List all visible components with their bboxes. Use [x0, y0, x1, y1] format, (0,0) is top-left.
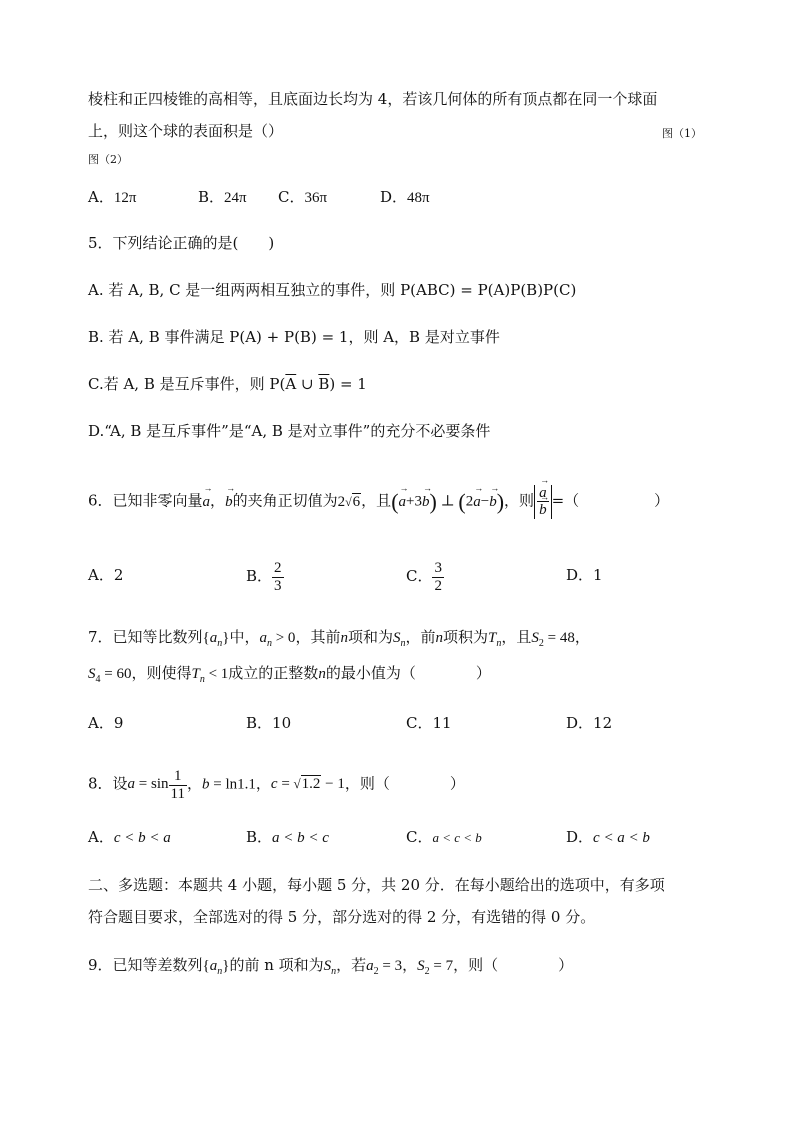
q8-option-d-letter: D． — [566, 828, 594, 846]
q6-option-b-den: 3 — [274, 577, 282, 594]
q7-text-3: ，其前 — [295, 628, 341, 646]
q8-text-3: ，则（ ） — [344, 774, 465, 793]
q9-seq: $\{a_n\}$ — [202, 958, 230, 977]
q6-text-1: 6．已知非零向量 — [88, 491, 203, 510]
q4-option-a — [88, 190, 136, 206]
q6-ratio-den: → b — [537, 502, 549, 519]
question4-stem-line2: 上，则这个球的表面积是（） — [88, 122, 284, 140]
q6-vec-a1: → a — [399, 490, 407, 514]
q7-option-a: A．9 — [88, 714, 124, 732]
q6-perp: ⊥ — [436, 493, 459, 510]
q8-frac-den: 11 — [170, 785, 185, 802]
q7-text-4: 项和为 — [347, 628, 393, 646]
q7-n1: n — [340, 630, 348, 646]
q7-option-d: D．12 — [566, 714, 613, 732]
q6-ratio-num: → a — [537, 485, 549, 503]
q9-text-2: 的前 n 项和为 — [229, 956, 324, 974]
q7-s2: $S_2 = 48$ — [531, 630, 575, 649]
q7-sn: $S_n$ — [392, 630, 406, 649]
q8-option-a-letter: A． — [88, 828, 114, 846]
q6-plus: +3 — [406, 493, 422, 510]
q6-text-4: ，则 — [504, 491, 535, 510]
q7-tn: $T_n$ — [488, 630, 502, 649]
q9-text-4: ，则（ ） — [453, 956, 574, 974]
q4-option-c-value: 36π — [304, 190, 328, 206]
q7-tn-cond: $T_n < 1$ — [191, 666, 229, 685]
q8-frac-num: 1 — [169, 768, 187, 786]
q6-option-c-letter: C． — [406, 567, 433, 585]
q6-vec-a2: → a — [473, 490, 481, 514]
q7-option-b: B．10 — [246, 714, 292, 732]
q7-text-7: ，且 — [501, 628, 532, 646]
q6-option-a: A．2 — [88, 566, 124, 584]
q6-option-c-num: 3 — [434, 560, 442, 576]
q7-text-1: 7．已知等比数列 — [88, 628, 203, 646]
vector-a: → a — [203, 490, 211, 514]
q5-bbar: $\overline{B}$ — [318, 375, 330, 393]
q8-option-d — [566, 830, 650, 846]
q6-paren-open2: ( — [458, 489, 466, 514]
q6-text-5: =（ ） — [551, 491, 670, 510]
q5-option-a: A. 若 A, B, C 是一组两两相互独立的事件，则 P(ABC) = P(A)P(B)P(C) — [88, 281, 577, 299]
q8-text-2: ， — [186, 774, 202, 793]
q7-n3: n — [318, 666, 326, 682]
q8-option-a-expr: c < b < a — [113, 830, 171, 846]
section2-heading-line2: 符合题目要求，全部选对的得 5 分，部分选对的得 2 分，有选错的得 0 分。 — [88, 908, 596, 926]
q9-sn: $S_n$ — [323, 958, 337, 977]
q4-option-c-letter: C． — [278, 188, 305, 206]
q6-text-3: ，且 — [361, 491, 392, 510]
q7-text-6: 项积为 — [442, 628, 488, 646]
q4-option-a-letter: A． — [88, 188, 114, 206]
q6-minus: − — [480, 493, 490, 510]
q4-option-a-value: 12π — [113, 190, 137, 206]
q6-option-b-frac — [272, 560, 284, 594]
q8-option-d-expr: c < a < b — [593, 830, 650, 846]
q4-option-b-letter: B． — [198, 188, 225, 206]
q7-text-2: 中， — [229, 628, 260, 646]
q6-paren-close2: ) — [496, 489, 505, 514]
q6-ratio-frac — [537, 485, 549, 519]
q6-ratio — [534, 485, 552, 519]
section2-heading-line1: 二、多选题：本题共 4 小题，每小题 5 分，共 20 分．在每小题给出的选项中，有多项 — [88, 876, 665, 894]
q7-text-5: ，前 — [405, 628, 436, 646]
q6-vec-b2: → b — [489, 490, 497, 514]
q7-text-8: ，则使得 — [131, 664, 192, 682]
q6-tan-value: 2√6 — [337, 493, 361, 510]
q7-stem-line1: 7．已知等比数列$\{a_n\}$中，$a_n > 0$，其前n项和为$S_n$，前n项积为$T_n$，且$S_2 = 48$， — [88, 628, 590, 649]
q7-option-c: C．11 — [406, 714, 452, 732]
q8-b-def: b = ln1.1 — [201, 776, 256, 793]
q5-option-c-prefix: C.若 A, B 是互斥事件，则 P( — [88, 375, 286, 393]
vector-b: → b — [225, 490, 233, 514]
q4-option-d-value: 48π — [407, 190, 430, 206]
q7-text-9: 成立的正整数 — [228, 664, 319, 682]
q6-option-c-den: 2 — [434, 577, 442, 594]
q5-abar: $\overline{A}$ — [285, 375, 297, 393]
q8-option-b-letter: B． — [246, 828, 273, 846]
q4-option-b-value: 24π — [224, 190, 247, 206]
q7-cond-an: $a_n > 0$ — [259, 630, 296, 649]
q7-s4: $S_4 = 60$ — [88, 666, 132, 685]
q8-option-b-expr: a < b < c — [272, 830, 329, 846]
q9-conds: $a_2 = 3$，$S_2 = 7$ — [366, 958, 454, 977]
q8-a-def: a = sin $\frac{1}{11}$ — [127, 768, 185, 802]
q7-seq: $\{a_n\}$ — [202, 630, 230, 649]
q6-vec-b1: → b — [422, 490, 430, 514]
q5-stem: 5．下列结论正确的是( ) — [88, 234, 275, 252]
q7-text-10: 的最小值为（ ） — [325, 664, 491, 682]
q6-two: 2 — [465, 493, 474, 510]
q9-text-1: 9．已知等差数列 — [88, 956, 203, 974]
q4-option-b — [198, 190, 247, 206]
q9-stem — [88, 958, 573, 977]
q6-option-d: D．1 — [566, 566, 603, 584]
q6-option-c-frac — [432, 560, 444, 594]
question4-stem-line1: 棱柱和正四棱锥的高相等，且底面边长均为 4，若该几何体的所有顶点都在同一个球面 — [88, 90, 658, 108]
q5-option-c: C.若 A, B 是互斥事件，则 $P(\overline{A}$ ∪ $\overline{B}) = 1$ — [88, 375, 367, 393]
q8-option-c — [406, 830, 482, 845]
q8-option-b — [246, 830, 329, 846]
q5-option-d: D.“A, B 是互斥事件”是“A, B 是对立事件”的充分不必要条件 — [88, 422, 491, 440]
q8-option-a — [88, 830, 171, 846]
q6-option-b — [246, 560, 284, 594]
q8-frac — [169, 768, 187, 802]
figure1-label: 图（1） — [662, 127, 702, 140]
q6-stem: 6．已知非零向量→ a，→ b的夹角正切值为2√6，且(→ a+3→ b) ⊥ (2→ a−→ b)，则 → a → b =（ ） — [88, 484, 669, 519]
q6-text-2: 的夹角正切值为 — [232, 491, 338, 510]
q6-paren-close: ) — [429, 489, 437, 514]
q8-text-1: 8．设 — [88, 774, 128, 793]
figure2-label: 图（2） — [88, 153, 128, 166]
q6-paren-open: ( — [391, 489, 399, 514]
q6-option-b-letter: B． — [246, 567, 273, 585]
q8-stem: 8．设a = sin $\frac{1}{11}$ ，b = ln1.1，c = √1.2 − 1，则（ ） — [88, 768, 465, 802]
q7-stem-line2 — [88, 666, 491, 685]
q7-n2: n — [435, 630, 443, 646]
q4-option-d — [380, 190, 430, 206]
q9-text-3: ，若 — [336, 956, 367, 974]
q5-option-b: B. 若 A, B 事件满足 P(A) + P(B) = 1，则 A，B 是对立事件 — [88, 328, 500, 346]
q8-c-def: c = √1.2 − 1 — [270, 776, 345, 793]
q4-option-d-letter: D． — [380, 188, 408, 206]
q4-option-c — [278, 190, 327, 206]
q8-option-c-letter: C． — [406, 828, 433, 846]
q8-option-c-expr: a < c < b — [432, 830, 482, 845]
q6-option-c — [406, 560, 444, 594]
q5-option-c-suffix: ) = 1 — [329, 375, 367, 393]
q6-option-b-num: 2 — [274, 560, 282, 576]
